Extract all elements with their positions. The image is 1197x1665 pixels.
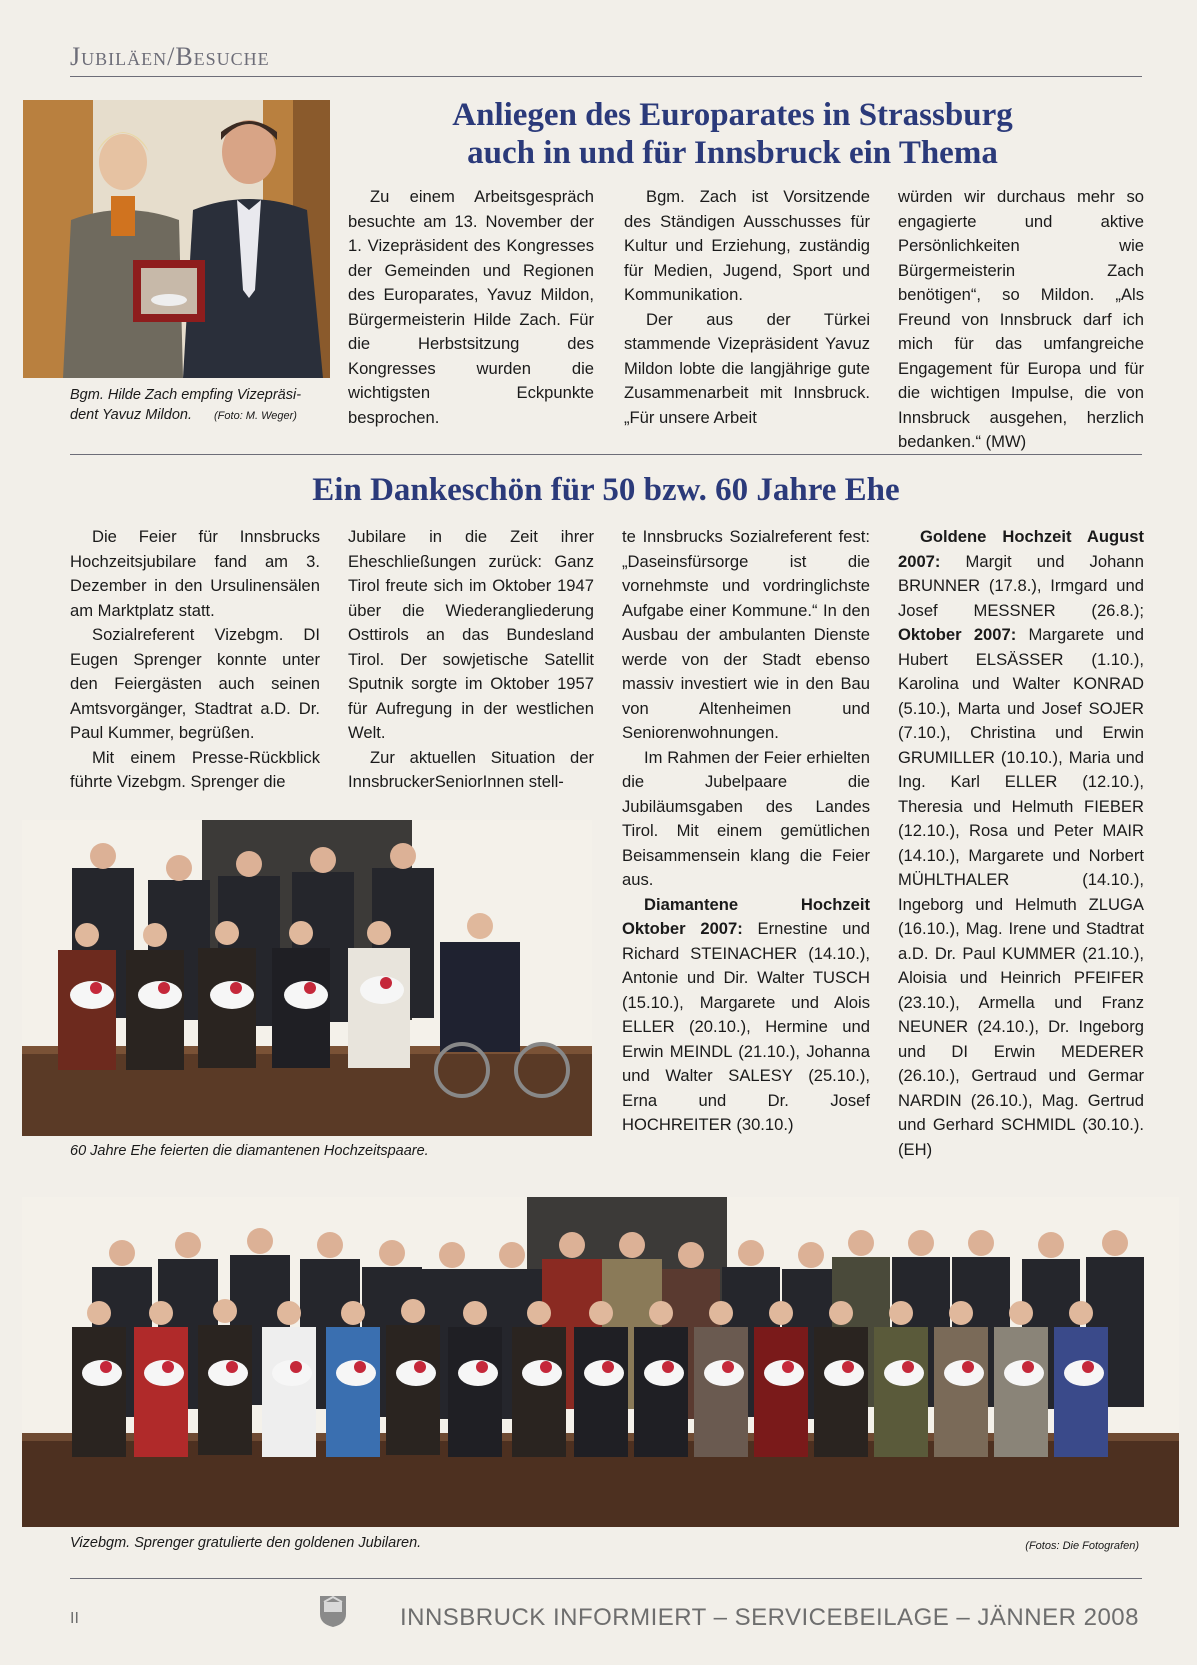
article1-col1: Zu einem Arbeitsgespräch besuchte am 13. November der 1. Vizepräsident des Kongresses der Gemeinden und Regionen des Europarates, Yavuz Mildon, Bürgermeisterin Hilde Zach. Für die Herbstsitzung des Kongresses wurden die wichtigsten Eckpunkte besprochen. xyxy=(348,187,594,427)
article-divider xyxy=(70,454,1142,455)
photo-diamond-couples xyxy=(22,820,592,1136)
photo-caption-3: Vizebgm. Sprenger gratulierte den goldenen Jubilaren. xyxy=(70,1535,422,1551)
article1-col2: Bgm. Zach ist Vorsitzende des Ständigen Ausschusses für Kultur und Erziehung, zuständig für Medien, Jugend, Sport und Kommunikation. Der aus der Türkei stammende Vizepräsident Yavuz Mildon lobte die langjährige gute Zusammenarbeit mit Innsbruck. „Für unsere Arbeit xyxy=(624,187,870,427)
photo-caption-1: Bgm. Hilde Zach empfing Vizepräsi- dent Yavuz Mildon. (Foto: M. Weger) xyxy=(70,387,302,423)
photo-zach-mildon xyxy=(23,100,330,378)
footer-rule xyxy=(70,1578,1142,1579)
publication-footer: INNSBRUCK INFORMIERT – SERVICEBEILAGE – JÄNNER 2008 xyxy=(399,1604,1139,1631)
article2-col4: Goldene Hochzeit August 2007: Margit und Johann BRUNNER (17.8.), Irmgard und Josef MESSNER (26.8.); Oktober 2007: Margarete und Hubert ELSÄSSER (1.10.), Karolina und Walter KONRAD (5.10.), Marta und Josef SOJER (7.10.), Christina und Erwin GRUMILLER (10.10.), Maria und Ing. Karl ELLER (12.10.), Theresia und Helmuth FIEBER (12.10.), Rosa und Peter MAIR (14.10.), Margarete und Norbert MÜHLTHALER (14.10.), Ingeborg und Helmuth ZLUGA (16.10.), Mag. Irene und Stadtrat a.D. Dr. Paul KUMMER (21.10.), Aloisia und Heinrich PFEIFER (23.10.), Armella und Franz NEUNER (24.10.), Dr. Ingeborg und DI Erwin MEDERER (26.10.), Gertraud und Germar NARDIN (26.10.), Mag. Gertrud und Gerhard SCHMIDL (30.10.). (EH) xyxy=(898,527,1144,1159)
photo-credit-2: (Fotos: Die Fotografen) xyxy=(1025,1540,1139,1552)
article2-col2: Jubilare in die Zeit ihrer Eheschließungen zurück: Ganz Tirol freute sich im Oktober 1947 über die Wiederangliederung Osttirols an das Bundesland Tirol. Der sowjetische Satellit Sputnik sorgte im Oktober 1957 für Aufregung in der westlichen Welt. Zur aktuellen Situation der InnsbruckerSeniorInnen stell- xyxy=(348,527,594,791)
photo-caption-2: 60 Jahre Ehe feierten die diamantenen Hochzeitspaare. xyxy=(70,1143,429,1159)
header-rule xyxy=(70,76,1142,77)
article2-headline: Ein Dankeschön für 50 bzw. 60 Jahre Ehe xyxy=(312,472,900,508)
city-crest-icon xyxy=(318,1594,348,1628)
article2-col3: te Innsbrucks Sozialreferent fest: „Daseinsfürsorge ist die vornehmste und vordringlichste Aufgabe einer Kommune.“ In den Ausbau der ambulanten Dienste werde von der Stadt ebenso massiv investiert wie in den Bau von Altenheimen und Seniorenwohnungen. Im Rahmen der Feier erhielten die Jubelpaare die Jubiläumsgaben des Landes Tirol. Mit einem gemütlichen Beisammensein klang die Feier aus. Diamantene Hochzeit Oktober 2007: Ernestine und Richard STEINACHER (14.10.), Antonie und Dir. Walter TUSCH (15.10.), Margarete und Alois ELLER (20.10.), Hermine und Erwin MEINDL (21.10.), Johanna und Walter SALESY (25.10.), Erna und Dr. Josef HOCHREITER (30.10.) xyxy=(622,527,870,1134)
article1-col3: würden wir durchaus mehr so engagierte und aktive Persönlichkeiten wie Bürgermeisterin Zach benötigen“, so Mildon. „Als Freund von Innsbruck darf ich mich für das umfangreiche Engagement für Europa und für die wichtigen Impulse, die von Innsbruck ausgehen, herzlich bedanken.“ (MW) xyxy=(898,187,1144,451)
photo-golden-couples xyxy=(22,1197,1179,1527)
page-number: II xyxy=(70,1610,79,1627)
article2-col1: Die Feier für Innsbrucks Hochzeitsjubilare fand am 3. Dezember in den Ursulinensälen am Marktplatz statt. Sozialreferent Vizebgm. DI Eugen Sprenger konnte unter den Feiergästen auch seinen Amtsvorgänger, Stadtrat a.D. Dr. Paul Kummer, begrüßen. Mit einem Presse-Rückblick führte Vizebgm. Sprenger die xyxy=(70,527,320,791)
article1-headline: Anliegen des Europarates in Strassburg auch in und für Innsbruck ein Thema xyxy=(452,97,1013,171)
section-title: Jubiläen/Besuche xyxy=(70,42,270,71)
